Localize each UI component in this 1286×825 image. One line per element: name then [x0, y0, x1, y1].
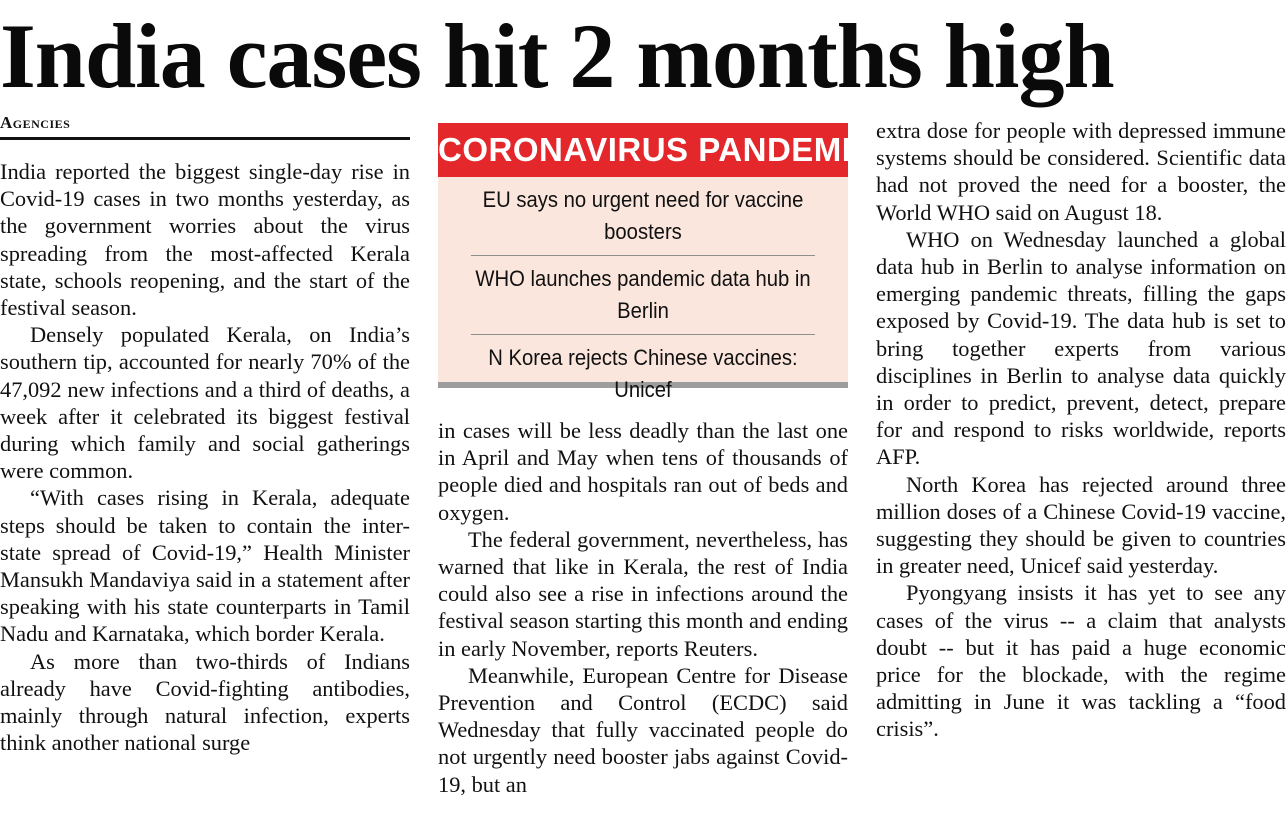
headline: India cases hit 2 months high: [0, 5, 1114, 107]
paragraph: extra dose for people with depressed immune systems should be considered. Scientific data had not proved the need for a booster, the World WHO said on August 18.: [876, 118, 1286, 225]
paragraph: WHO on Wednesday launched a global data hub in Berlin to analyse information on emerging pandemic threats, filling the gaps exposed by Covid-19. The data hub is set to bring together experts from various disciplines in Berlin to analyse data quickly in order to predict, prevent, detect, prepare for and respond to risks worldwide, reports AFP.: [876, 226, 1286, 470]
sidebar-headline-2[interactable]: WHO launches pandemic data hub in Berlin: [471, 256, 815, 335]
paragraph: The federal government, nevertheless, has warned that like in Kerala, the rest of India could also see a rise in infections around the festival season starting this month and ending in early November, reports Reuters.: [438, 526, 848, 661]
paragraph: Densely populated Kerala, on India’s southern tip, accounted for nearly 70% of the 47,092 new infections and a third of deaths, a week after it celebrated its biggest festival during which family and social gatherings were common.: [0, 322, 410, 484]
paragraph: “With cases rising in Kerala, adequate steps should be taken to contain the inter-state spread of Covid-19,” Health Minister Mansukh Mandaviya said in a statement after speaking with his state counterparts in Tamil Nadu and Karnataka, which border Kerala.: [0, 485, 410, 647]
paragraph: in cases will be less deadly than the last one in April and May when tens of thousands of people died and hospitals ran out of beds and oxygen.: [438, 418, 848, 525]
article-column-2: [438, 417, 848, 825]
paragraph: Meanwhile, European Centre for Disease Prevention and Control (ECDC) said Wednesday that fully vaccinated people do not urgently need booster jabs against Covid-19, but an: [438, 662, 848, 797]
coronavirus-sidebar-box: [438, 123, 876, 402]
article-column-3: [876, 117, 1286, 825]
paragraph: North Korea has rejected around three million doses of a Chinese Covid-19 vaccine, suggesting they should be given to countries in greater need, Unicef said yesterday.: [876, 471, 1286, 579]
byline: Agencies: [0, 113, 410, 140]
sidebar-header: CORONAVIRUS PANDEMIC: [438, 123, 848, 177]
paragraph: As more than two-thirds of Indians already have Covid-fighting antibodies, mainly through natural infection, experts think another national surge: [0, 648, 410, 756]
sidebar-headline-3[interactable]: N Korea rejects Chinese vaccines: Unicef: [488, 345, 798, 402]
paragraph: India reported the biggest single-day rise in Covid-19 cases in two months yesterday, as the government worries about the virus spreading from the most-affected Kerala state, schools reopening, and the start of the festival season.: [0, 159, 410, 321]
sidebar-headline-1[interactable]: EU says no urgent need for vaccine boosters: [471, 177, 815, 256]
article-column-1: [0, 158, 410, 825]
paragraph: Pyongyang insists it has yet to see any cases of the virus -- a claim that analysts doubt -- but it has paid a huge economic price for the blockade, with the regime admitting in June it was tackling a “food crisis”.: [876, 580, 1286, 742]
